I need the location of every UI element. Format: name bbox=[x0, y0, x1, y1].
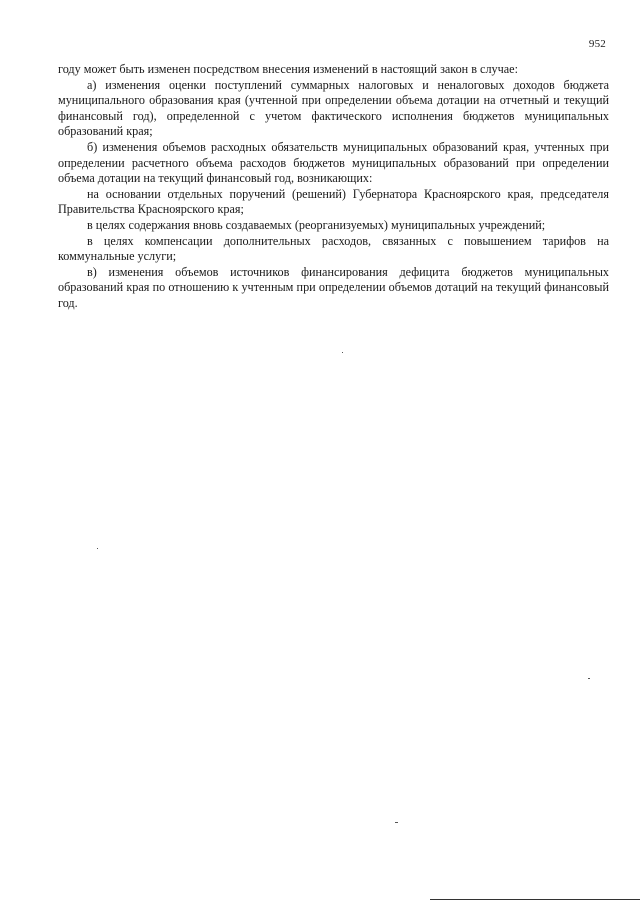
scan-speck bbox=[97, 548, 98, 549]
paragraph-sub-governor: на основании отдельных поручений (решений) Губернатора Красноярского края, председателя Правительства Красноярского края; bbox=[58, 186, 609, 217]
scan-speck bbox=[395, 822, 398, 823]
paragraph-sub-tariffs: в целях компенсации дополнительных расходов, связанных с повышением тарифов на коммунальные услуги; bbox=[58, 233, 609, 264]
scan-edge-line bbox=[430, 899, 640, 900]
paragraph-item-a: а) изменения оценки поступлений суммарных налоговых и неналоговых доходов бюджета муниципального образования края (учтенной при определении объема дотации на отчетный и текущий финансовый год), определенной с учетом фактического исполнения бюджетов муниципальных образований края; bbox=[58, 77, 609, 139]
paragraph-item-b: б) изменения объемов расходных обязательств муниципальных образований края, учтенных при определении расчетного объема расходов бюджетов муниципальных образований при определении объема дотации на текущий финансовый год, возникающих: bbox=[58, 139, 609, 186]
paragraph-intro: году может быть изменен посредством внесения изменений в настоящий закон в случае: bbox=[58, 62, 518, 76]
document-body bbox=[58, 62, 609, 312]
paragraph-item-v: в) изменения объемов источников финансирования дефицита бюджетов муниципальных образований края по отношению к учтенным при определении объемов дотаций на текущий финансовый год. bbox=[58, 264, 609, 310]
paragraph-sub-institutions: в целях содержания вновь создаваемых (реорганизуемых) муниципальных учреждений; bbox=[87, 217, 546, 232]
scan-speck bbox=[342, 352, 343, 353]
scan-speck bbox=[588, 678, 590, 679]
page-number: 952 bbox=[588, 38, 606, 50]
